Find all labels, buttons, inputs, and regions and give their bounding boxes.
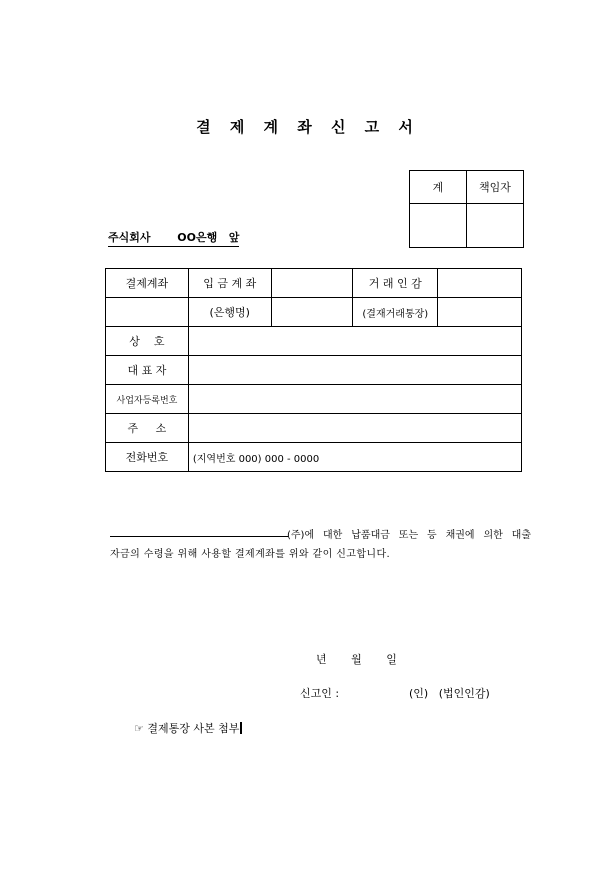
phone-label: 전화번호 <box>106 443 189 472</box>
attachment-note-text: ☞ 결제통장 사본 첨부 <box>134 722 240 735</box>
phone-field[interactable]: (지역번호 000) 000 - 0000 <box>188 443 521 472</box>
approval-manager-sign-cell <box>467 204 524 248</box>
business-reg-no-label: 사업자등록번호 <box>106 385 189 414</box>
trade-seal-field[interactable] <box>438 269 522 298</box>
bank-name-label: (은행명) <box>188 298 271 327</box>
recipient: 주식회사 OO은행 앞 <box>108 229 239 247</box>
company-name-label: 상 호 <box>106 327 189 356</box>
representative-field[interactable] <box>188 356 521 385</box>
business-reg-no-field[interactable] <box>188 385 521 414</box>
settlement-passbook-field[interactable] <box>438 298 522 327</box>
approval-staff-header: 계 <box>410 171 467 204</box>
document-title: 결 제 계 좌 신 고 서 <box>196 118 420 136</box>
bank-name-field[interactable] <box>271 298 353 327</box>
date-line: 년 월 일 <box>316 653 397 666</box>
representative-label: 대 표 자 <box>106 356 189 385</box>
settlement-account-label: 결제계좌 <box>106 269 189 298</box>
approval-staff-sign-cell <box>410 204 467 248</box>
approval-box <box>409 170 524 248</box>
deposit-account-field[interactable] <box>271 269 353 298</box>
approval-manager-header: 책임자 <box>467 171 524 204</box>
trade-seal-label: 거 래 인 감 <box>353 269 438 298</box>
address-label: 주 소 <box>106 414 189 443</box>
settlement-passbook-label: (결재거래통장) <box>353 298 438 327</box>
declaration-line-2: 자금의 수령을 위해 사용할 결제계좌를 위와 같이 신고합니다. <box>110 549 391 560</box>
text-cursor <box>240 722 242 734</box>
declarant-line: 신고인 : (인) (법인인감) <box>300 687 490 700</box>
account-form-table <box>105 268 522 472</box>
declaration-line-1: (주)에 대한 납품대금 또는 등 채권에 의한 대출 <box>287 530 531 541</box>
company-name-field[interactable] <box>188 327 521 356</box>
company-blank-line <box>110 536 288 537</box>
empty-cell <box>106 298 189 327</box>
address-field[interactable] <box>188 414 521 443</box>
attachment-note <box>134 720 242 736</box>
deposit-account-label: 입 금 계 좌 <box>188 269 271 298</box>
